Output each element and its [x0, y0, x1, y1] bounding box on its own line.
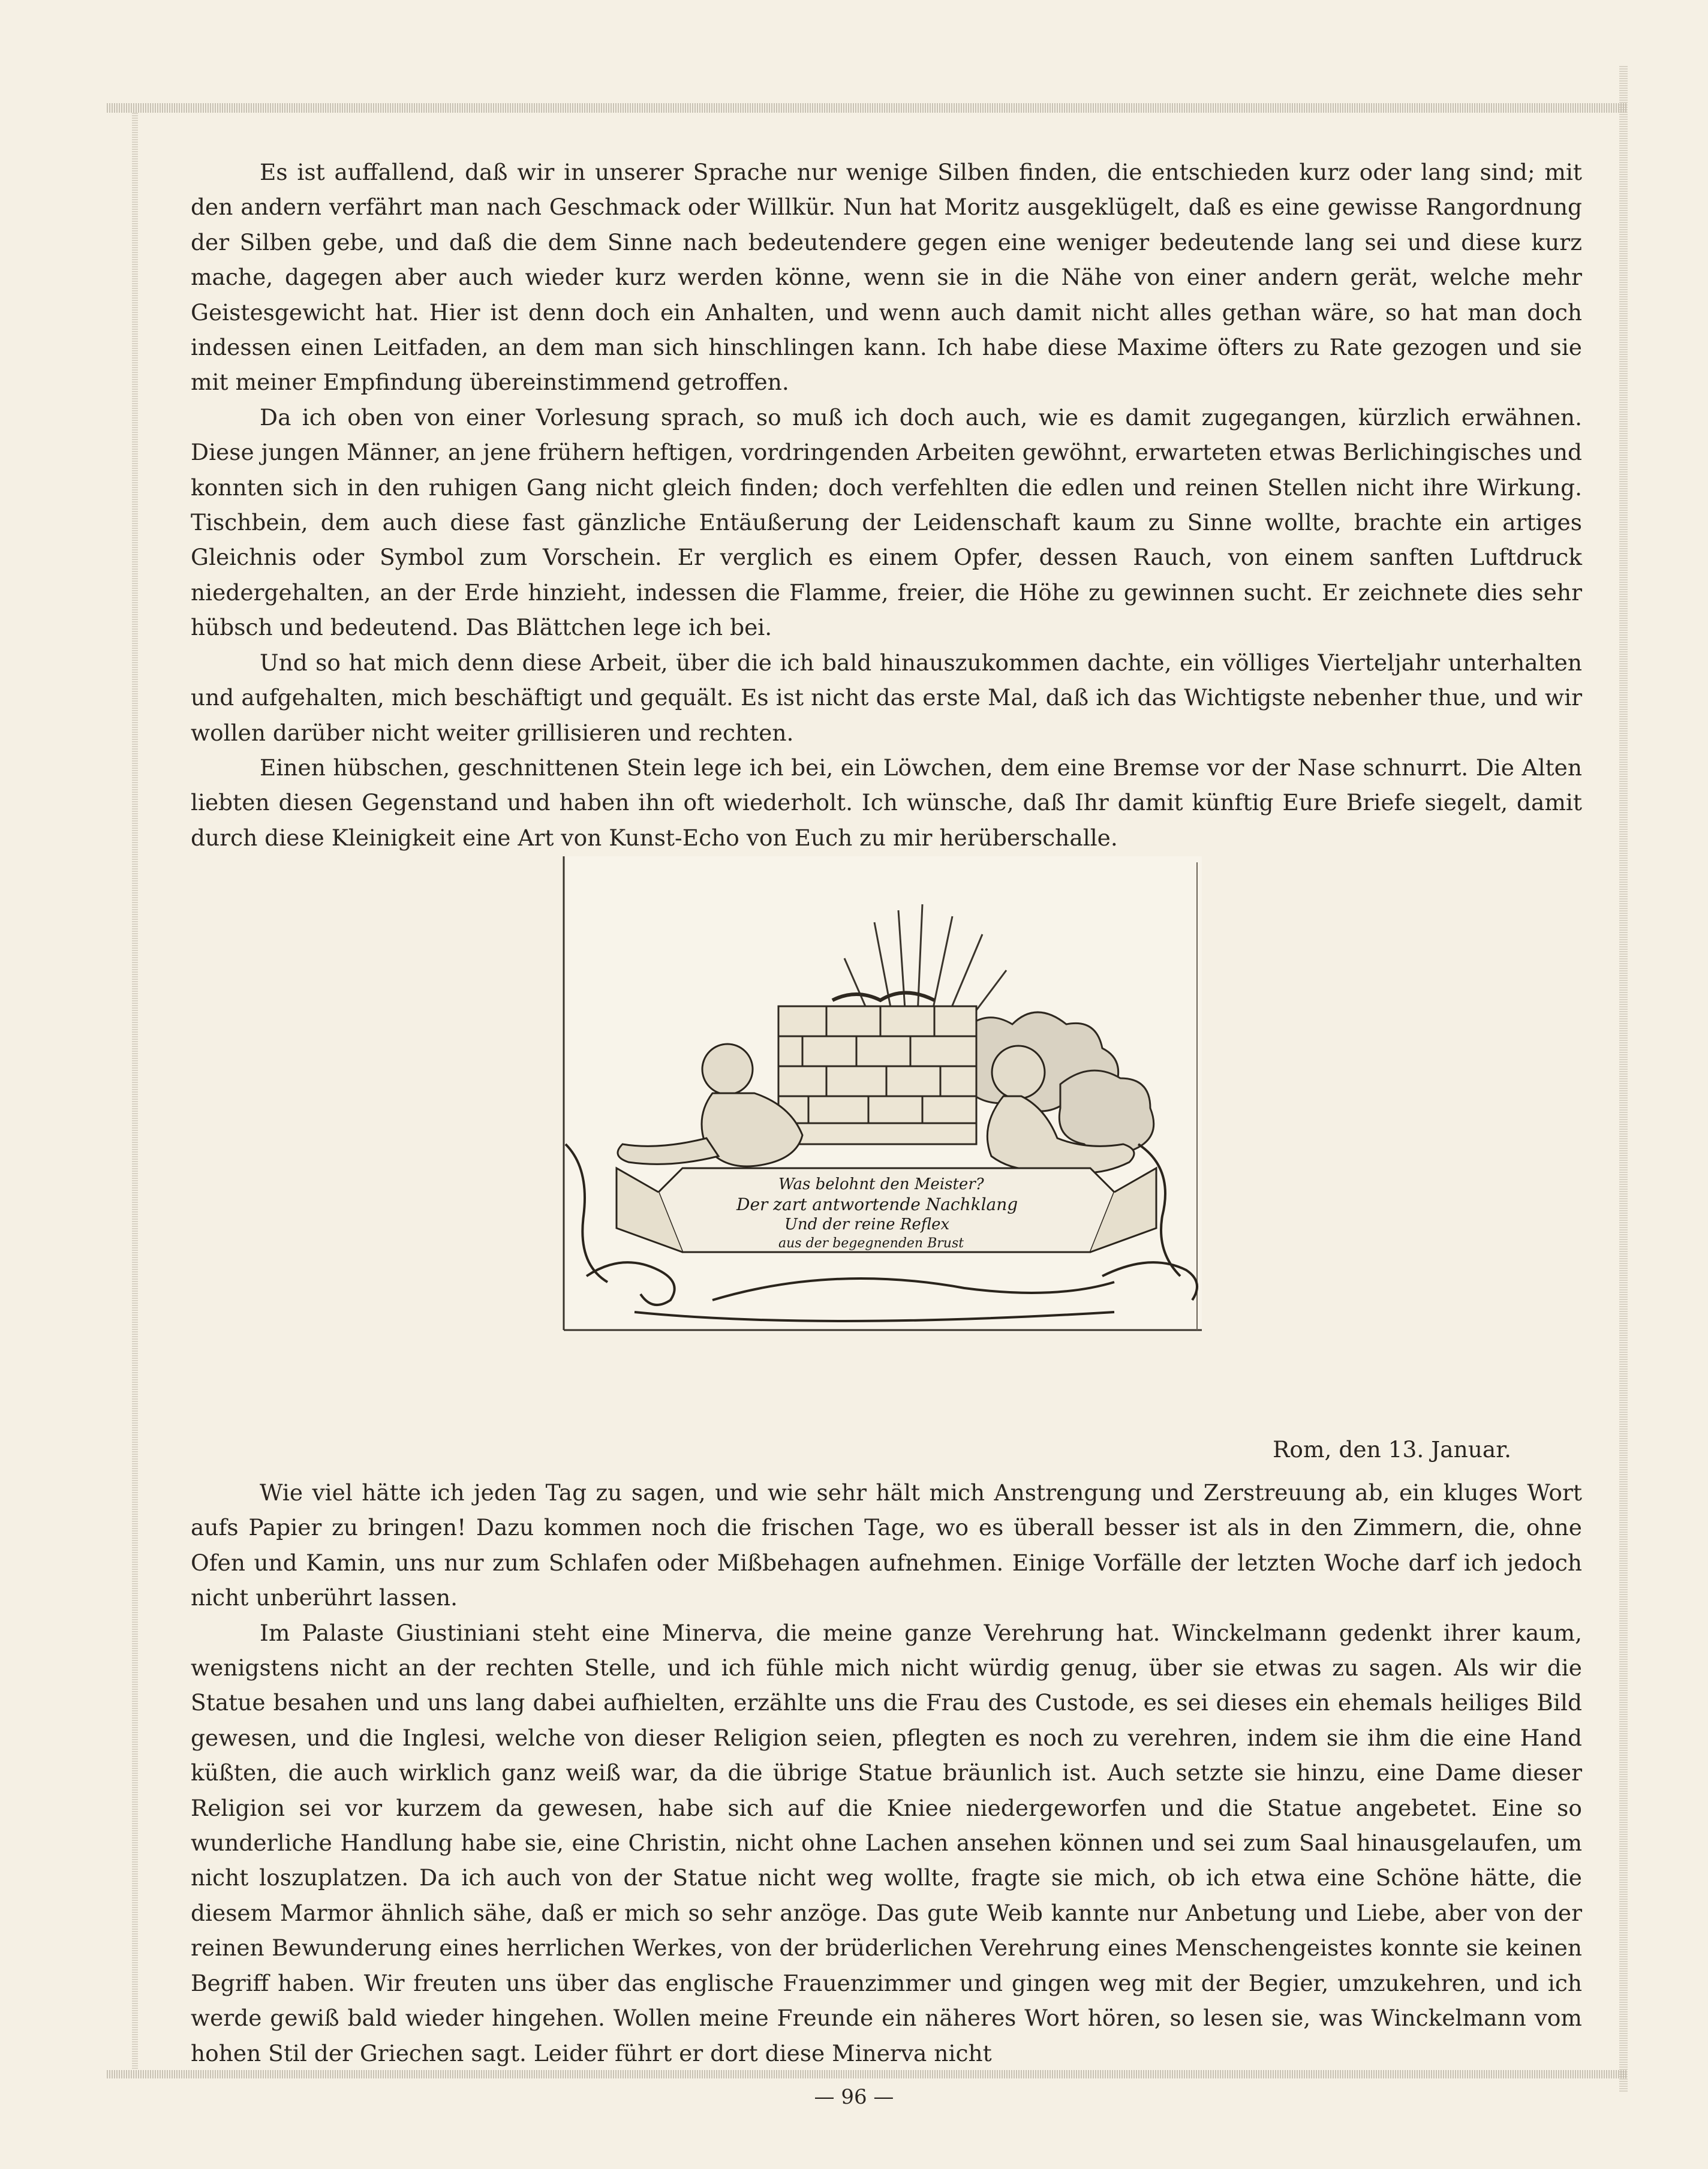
letter-section-1 [191, 155, 1582, 855]
paragraph: Und so hat mich denn diese Arbeit, über die ich bald hinauszukommen dachte, ein völliges Vierteljahr unterhalten und aufgehalten, mich beschäftigt und gequält. Es ist nicht das erste Mal, daß ich das Wichtigste nebenher thue, und wir wollen darüber nicht weiter grillisieren und rechten. [191, 649, 1582, 746]
letter-dateline: Rom, den 13. Januar. [1273, 1436, 1511, 1463]
stone-altar-icon [778, 993, 976, 1145]
paragraph: Es ist auffallend, daß wir in unserer Sprache nur wenige Silben finden, die entschieden kurz oder lang sind; mit den andern verfährt man nach Geschmack oder Willkür. Nun hat Moritz ausgeklügelt, daß es eine gewisse Rangordnung der Silben gebe, und daß die dem Sinne nach bedeutendere gegen eine weniger bedeutende lang sei und diese kurz mache, dagegen aber auch wieder kurz werden könne, wenn sie in die Nähe von einer andern gerät, welche mehr Geistesgewicht hat. Hier ist denn doch ein Anhalten, und wenn auch damit nicht alles gethan wäre, so hat man doch indessen einen Leitfaden, an dem man sich hinschlingen kann. Ich habe diese Maxime öfters zu Rate gezogen und sie mit meiner Empfindung übereinstimmend getroffen. [191, 159, 1582, 396]
paragraph: Im Palaste Giustiniani steht eine Minerva, die meine ganze Verehrung hat. Winckelmann gedenkt ihrer kaum, wenigstens nicht an der rechten Stelle, und ich fühle mich nicht würdig genug, über sie etwas zu sagen. Als wir die Statue besahen und uns lang dabei aufhielten, erzählte uns die Frau des Custode, es sei dieses ein ehemals heiliges Bild gewesen, und die Inglesi, welche von dieser Religion seien, pflegten es noch zu verehren, indem sie ihm die eine Hand küßten, die auch wirklich ganz weiß war, da die übrige Statue bräunlich ist. Auch setzte sie hinzu, eine Dame dieser Religion sei vor kurzem da gewesen, habe sich auf die Kniee niedergeworfen und die Statue angebetet. Eine so wunderliche Handlung habe sie, eine Christin, nicht ohne Lachen ansehen können und sei zum Saal hinausgelaufen, um nicht loszuplatzen. Da ich auch von der Statue nicht weg wollte, fragte sie mich, ob ich etwa eine Schöne hätte, die diesem Marmor ähnlich sähe, daß er mich so sehr anzöge. Das gute Weib kannte nur Anbetung und Liebe, aber von der reinen Bewunderung eines herrlichen Werkes, von der brüderlichen Verehrung eines Menschengeistes konnte sie keinen Begriff haben. Wir freuten uns über das englische Frauenzimmer und gingen weg mit der Begier, umzukehren, und ich werde gewiß bald wieder hingehen. Wollen meine Freunde ein näheres Wort hören, so lesen sie, was Winckelmann vom hohen Stil der Griechen sagt. Leider führt er dort diese Minerva nicht [191, 1619, 1582, 2066]
banner-line-3: Und der reine Reflex [784, 1216, 950, 1234]
top-border-rule [107, 103, 1626, 113]
banner-line-2: Der zart antwortende Nachklang [736, 1195, 1018, 1214]
cherubs-altar-engraving [563, 856, 1202, 1332]
engraved-illustration [563, 856, 1202, 1332]
banner-line-4: aus der begegnenden Brust [778, 1236, 964, 1251]
right-border-rule [1619, 66, 1628, 2093]
page-number: — 96 — [814, 2085, 894, 2109]
paragraph: Wie viel hätte ich jeden Tag zu sagen, und wie sehr hält mich Anstrengung und Zerstreuung ab, ein kluges Wort aufs Papier zu bringen! Dazu kommen noch die frischen Tage, wo es überall besser ist als in den Zimmern, die, ohne Ofen und Kamin, uns nur zum Schlafen oder Mißbehagen aufnehmen. Einige Vorfälle der letzten Woche darf ich jedoch nicht unberührt lassen. [191, 1479, 1582, 1611]
paragraph: Einen hübschen, geschnittenen Stein lege ich bei, ein Löwchen, dem eine Bremse vor der Nase schnurrt. Die Alten liebten diesen Gegenstand und haben ihn oft wiederholt. Ich wünsche, daß Ihr damit künftig Eure Briefe siegelt, damit durch diese Kleinigkeit eine Art von Kunst-Echo von Euch zu mir herüberschalle. [191, 754, 1582, 851]
paragraph: Da ich oben von einer Vorlesung sprach, so muß ich doch auch, wie es damit zugegangen, kürzlich erwähnen. Diese jungen Männer, an jene frühern heftigen, vordringenden Arbeiten gewöhnt, erwarteten etwas Berlichingisches und konnten sich in den ruhigen Gang nicht gleich finden; doch verfehlten die edlen und reinen Stellen nicht ihre Wirkung. Tischbein, dem auch diese fast gänzliche Entäußerung der Leidenschaft kaum zu Sinne wollte, brachte ein artiges Gleichnis oder Symbol zum Vorschein. Er verglich es einem Opfer, dessen Rauch, von einem sanften Luftdruck niedergehalten, an der Erde hinzieht, indessen die Flamme, freier, die Höhe zu gewinnen sucht. Er zeichnete dies sehr hübsch und bedeutend. Das Blättchen lege ich bei. [191, 404, 1582, 641]
banner-line-1: Was belohnt den Meister? [778, 1175, 984, 1193]
left-border-rule [132, 113, 138, 2070]
letter-section-2 [191, 1475, 1582, 2071]
bottom-border-rule [107, 2070, 1626, 2078]
